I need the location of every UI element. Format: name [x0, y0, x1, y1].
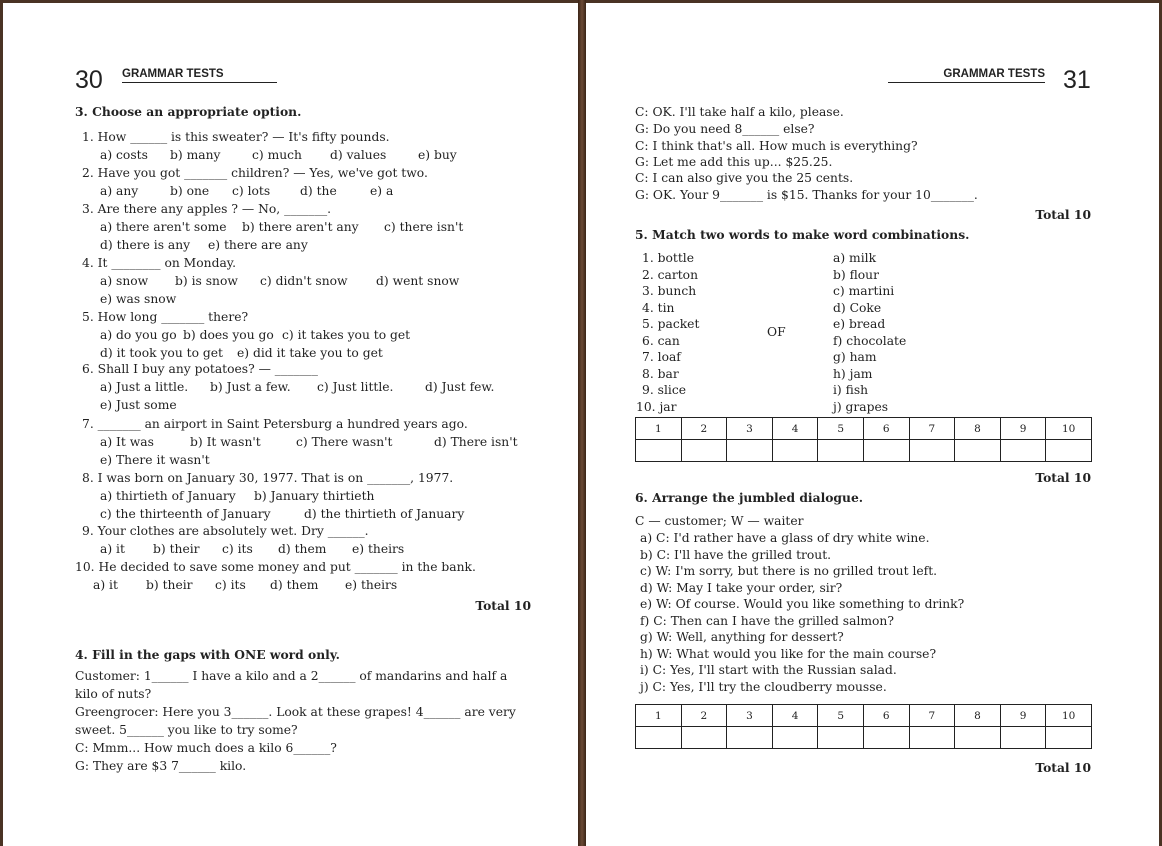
grid-answer-cell[interactable]: [636, 727, 682, 749]
question-8-option: d) the thirtieth of January: [304, 507, 465, 521]
dialogue-line: Greengrocer: Here you 3______. Look at these grapes! 4______ are very: [75, 705, 516, 719]
grid-answer-cell[interactable]: [1000, 440, 1046, 462]
question-1-option: b) many: [170, 148, 221, 162]
page-number-left: 30: [75, 66, 103, 94]
grid-answer-cell[interactable]: [955, 440, 1001, 462]
grid-answer-cell[interactable]: [1000, 727, 1046, 749]
content-word: f) chocolate: [833, 333, 907, 348]
question-3-option: b) there aren't any: [242, 220, 359, 234]
grid-answer-cell[interactable]: [955, 727, 1001, 749]
question-3-option: e) there are any: [208, 238, 308, 252]
grid-number-cell: 6: [863, 418, 909, 440]
content-word: j) grapes: [833, 399, 889, 414]
dialogue-line: G: Let me add this up... $25.25.: [635, 155, 833, 169]
content-word: d) Coke: [833, 300, 882, 315]
grid-answer-cell[interactable]: [909, 440, 955, 462]
dialogue-line: C: Mmm... How much does a kilo 6______?: [75, 741, 337, 755]
question-3: 3. Are there any apples ? — No, _______.: [82, 202, 332, 216]
section5-total: Total 10: [1035, 470, 1091, 485]
content-word: i) fish: [833, 383, 869, 397]
question-7-option: d) There isn't: [434, 435, 518, 449]
question-7-option: a) It was: [100, 435, 154, 449]
question-4-option: d) went snow: [376, 274, 460, 288]
grid-answer-cell[interactable]: [1046, 440, 1092, 462]
question-1-option: e) buy: [418, 148, 457, 162]
question-9: 9. Your clothes are absolutely wet. Dry ______.: [82, 524, 369, 538]
grid-number-cell: 3: [727, 705, 773, 727]
question-1: 1. How ______ is this sweater? — It's fifty pounds.: [82, 130, 390, 144]
dialogue-line: kilo of nuts?: [75, 687, 152, 701]
grid-answer-cell[interactable]: [909, 727, 955, 749]
grid-answer-cell[interactable]: [818, 440, 864, 462]
jumbled-line: j) C: Yes, I'll try the cloudberry mousse.: [640, 679, 887, 694]
section6-answer-grid: [635, 704, 1092, 749]
question-4: 4. It ________ on Monday.: [82, 256, 237, 270]
grid-answer-cell[interactable]: [681, 727, 727, 749]
jumbled-line: d) W: May I take your order, sir?: [640, 580, 843, 595]
content-word: h) jam: [833, 366, 873, 381]
grid-answer-cell[interactable]: [818, 727, 864, 749]
question-4-option: a) snow: [100, 274, 149, 288]
book-gutter: [578, 0, 586, 846]
dialogue-line: G: OK. Your 9_______ is $15. Thanks for your 10_______.: [635, 188, 978, 202]
question-3-option: a) there aren't some: [100, 220, 227, 234]
question-2-option: d) the: [300, 184, 337, 198]
jumbled-line: b) C: I'll have the grilled trout.: [640, 547, 832, 562]
question-9-option: e) theirs: [352, 542, 405, 556]
question-10-option: c) its: [215, 578, 246, 592]
dialogue-line: G: They are $3 7______ kilo.: [75, 759, 247, 773]
grid-number-cell: 7: [909, 418, 955, 440]
dialogue-line: C: OK. I'll take half a kilo, please.: [635, 105, 844, 119]
question-10-option: e) theirs: [345, 578, 398, 592]
grid-number-cell: 8: [955, 418, 1001, 440]
grid-number-cell: 4: [772, 705, 818, 727]
question-2: 2. Have you got _______ children? — Yes, we've got two.: [82, 166, 428, 180]
container-word: 1. bottle: [642, 251, 695, 265]
question-10-option: b) their: [146, 578, 193, 592]
content-word: c) martini: [833, 284, 895, 298]
question-6-option: e) Just some: [100, 398, 177, 412]
container-word: 4. tin: [642, 300, 675, 315]
grid-number-cell: 2: [681, 418, 727, 440]
section3-total: Total 10: [475, 598, 531, 613]
question-6-option: b) Just a few.: [210, 380, 291, 394]
question-10: 10. He decided to save some money and put _______ in the bank.: [75, 560, 476, 574]
running-head-right: GRAMMAR TESTS: [888, 69, 1045, 83]
content-word: a) milk: [833, 251, 877, 265]
jumbled-line: e) W: Of course. Would you like something to drink?: [640, 597, 965, 611]
question-5-option: e) did it take you to get: [237, 346, 383, 360]
grid-answer-cell[interactable]: [727, 727, 773, 749]
grid-answer-cell[interactable]: [727, 440, 773, 462]
dialogue-line: C: I can also give you the 25 cents.: [635, 171, 854, 185]
container-word: 2. carton: [642, 267, 699, 282]
grid-answer-cell[interactable]: [636, 440, 682, 462]
section6-heading: 6. Arrange the jumbled dialogue.: [635, 490, 864, 505]
question-5: 5. How long _______ there?: [82, 310, 249, 324]
question-1-option: d) values: [330, 148, 387, 162]
question-9-option: b) their: [153, 542, 200, 556]
question-2-option: a) any: [100, 184, 139, 198]
grid-number-cell: 7: [909, 705, 955, 727]
grid-answer-cell[interactable]: [863, 727, 909, 749]
grid-number-cell: 5: [818, 418, 864, 440]
content-word: g) ham: [833, 350, 877, 364]
question-2-option: e) a: [370, 184, 394, 198]
dialogue-line: C: I think that's all. How much is everything?: [635, 139, 918, 153]
grid-answer-cell[interactable]: [772, 440, 818, 462]
section6-total: Total 10: [1035, 760, 1091, 775]
question-1-option: c) much: [252, 148, 302, 162]
dialogue-line: Customer: 1______ I have a kilo and a 2______ of mandarins and half a: [75, 669, 508, 683]
container-word: 5. packet: [642, 317, 700, 331]
grid-number-cell: 10: [1046, 418, 1092, 440]
section4-total: Total 10: [1035, 207, 1091, 222]
question-6: 6. Shall I buy any potatoes? — _______: [82, 362, 318, 376]
question-5-option: a) do you go: [100, 328, 177, 342]
grid-number-cell: 1: [636, 418, 682, 440]
grid-number-cell: 9: [1000, 418, 1046, 440]
grid-number-cell: 8: [955, 705, 1001, 727]
dialogue-line: sweet. 5______ you like to try some?: [75, 723, 298, 737]
of-label: OF: [767, 325, 786, 339]
question-4-option: c) didn't snow: [260, 274, 348, 288]
container-word: 6. can: [642, 333, 680, 348]
section3-heading: 3. Choose an appropriate option.: [75, 104, 302, 119]
question-7-option: e) There it wasn't: [100, 453, 210, 467]
grid-answer-cell[interactable]: [681, 440, 727, 462]
question-10-option: d) them: [270, 578, 319, 592]
question-8-option: c) the thirteenth of January: [100, 507, 271, 521]
question-10-option: a) it: [93, 578, 118, 592]
content-word: b) flour: [833, 267, 879, 282]
grid-number-cell: 2: [681, 705, 727, 727]
question-3-option: c) there isn't: [384, 220, 464, 234]
dialogue-line: G: Do you need 8______ else?: [635, 122, 815, 136]
question-1-option: a) costs: [100, 148, 148, 162]
grid-number-cell: 1: [636, 705, 682, 727]
jumbled-line: a) C: I'd rather have a glass of dry white wine.: [640, 531, 930, 545]
question-5-option: c) it takes you to get: [282, 328, 411, 342]
container-word: 7. loaf: [642, 350, 681, 364]
grid-number-cell: 6: [863, 705, 909, 727]
section6-legend: C — customer; W — waiter: [635, 514, 804, 528]
question-9-option: d) them: [278, 542, 327, 556]
question-8-option: b) January thirtieth: [254, 489, 375, 503]
container-word: 10. jar: [636, 399, 677, 414]
section5-answer-grid: [635, 417, 1092, 462]
question-9-option: c) its: [222, 542, 253, 556]
page-number-right: 31: [1063, 66, 1091, 94]
question-8: 8. I was born on January 30, 1977. That is on _______, 1977.: [82, 471, 454, 485]
question-2-option: b) one: [170, 184, 210, 198]
container-word: 9. slice: [642, 383, 686, 397]
question-6-option: c) Just little.: [317, 380, 394, 394]
grid-answer-cell[interactable]: [772, 727, 818, 749]
grid-number-cell: 3: [727, 418, 773, 440]
question-4-option: e) was snow: [100, 292, 177, 306]
running-head-left: GRAMMAR TESTS: [122, 69, 277, 83]
question-5-option: d) it took you to get: [100, 346, 223, 360]
jumbled-line: g) W: Well, anything for dessert?: [640, 630, 844, 644]
container-word: 8. bar: [642, 366, 679, 381]
content-word: e) bread: [833, 317, 886, 331]
jumbled-line: h) W: What would you like for the main course?: [640, 646, 937, 661]
jumbled-line: i) C: Yes, I'll start with the Russian salad.: [640, 663, 897, 677]
grid-number-cell: 4: [772, 418, 818, 440]
section4-heading: 4. Fill in the gaps with ONE word only.: [75, 647, 340, 662]
container-word: 3. bunch: [642, 284, 697, 298]
grid-answer-cell[interactable]: [1046, 727, 1092, 749]
question-6-option: d) Just few.: [425, 380, 495, 394]
grid-number-cell: 10: [1046, 705, 1092, 727]
question-8-option: a) thirtieth of January: [100, 489, 236, 503]
grid-answer-cell[interactable]: [863, 440, 909, 462]
question-7-option: c) There wasn't: [296, 435, 393, 449]
question-2-option: c) lots: [232, 184, 271, 198]
question-7: 7. _______ an airport in Saint Petersburg a hundred years ago.: [82, 417, 468, 431]
grid-number-cell: 5: [818, 705, 864, 727]
question-7-option: b) It wasn't: [190, 435, 261, 449]
question-5-option: b) does you go: [183, 328, 274, 342]
section5-heading: 5. Match two words to make word combinations.: [635, 227, 970, 242]
jumbled-line: c) W: I'm sorry, but there is no grilled trout left.: [640, 564, 938, 578]
grid-number-cell: 9: [1000, 705, 1046, 727]
question-3-option: d) there is any: [100, 238, 191, 252]
question-4-option: b) is snow: [175, 274, 238, 288]
question-6-option: a) Just a little.: [100, 380, 189, 394]
question-9-option: a) it: [100, 542, 125, 556]
jumbled-line: f) C: Then can I have the grilled salmon?: [640, 613, 894, 628]
